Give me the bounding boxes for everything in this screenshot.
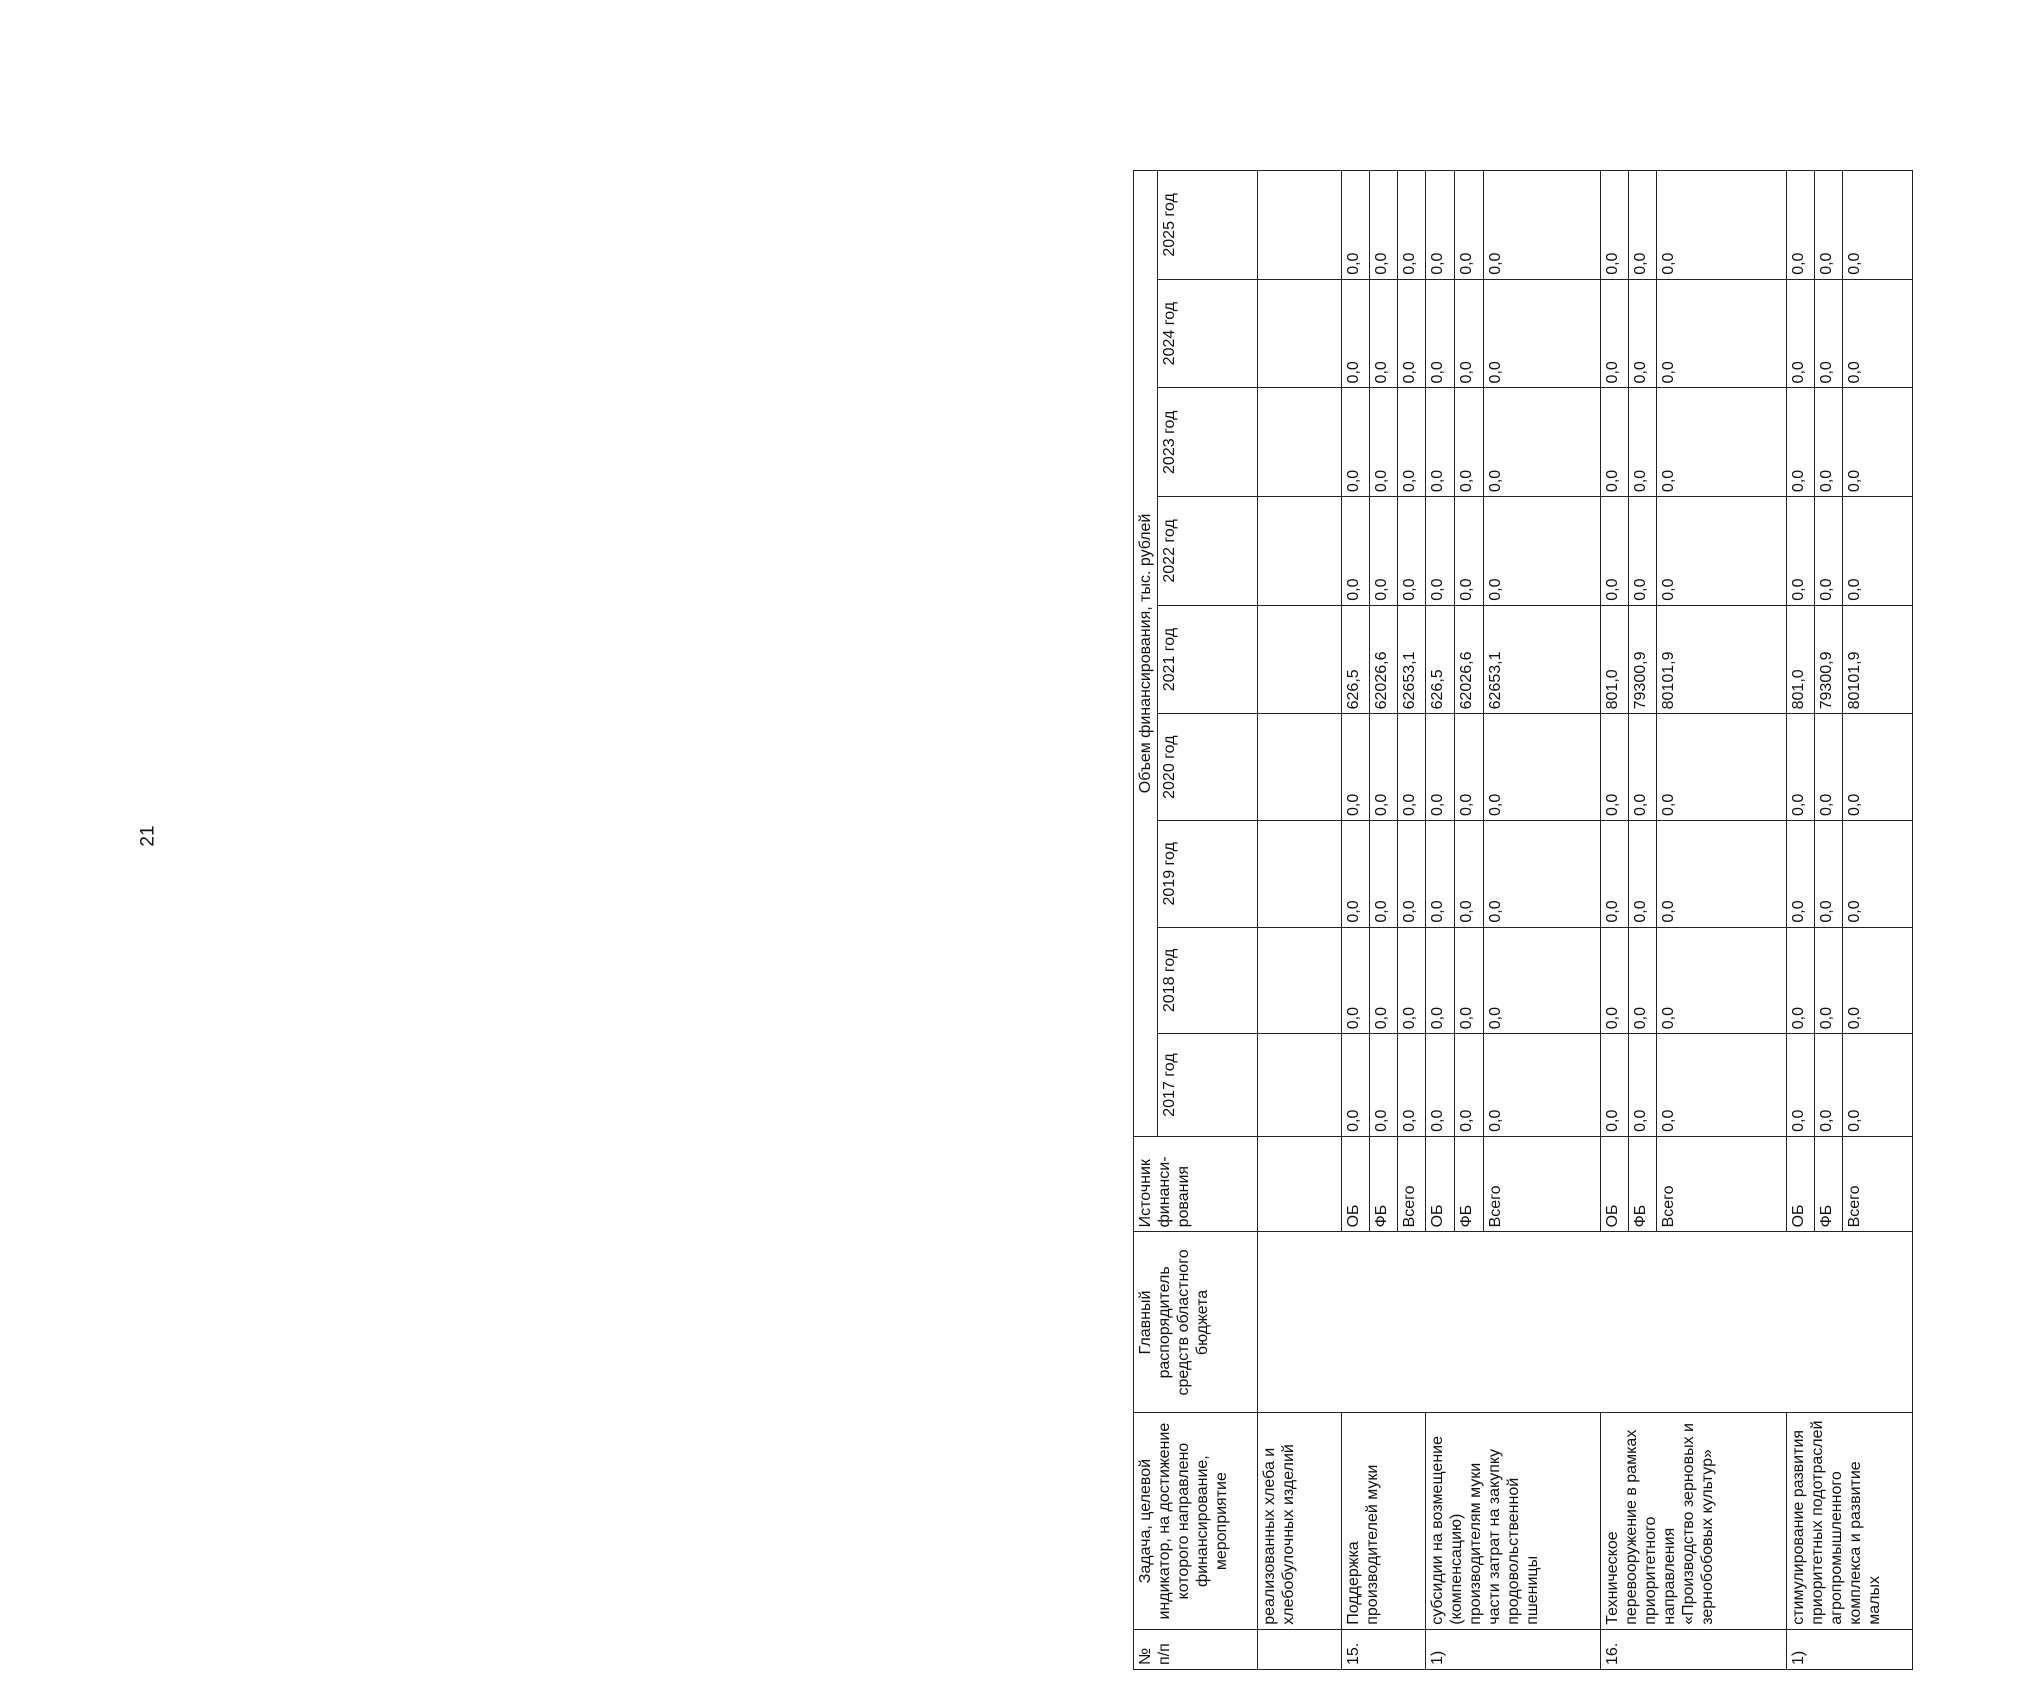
value-cell: 0,0 xyxy=(1815,497,1843,606)
value-cell: 626,5 xyxy=(1426,605,1455,714)
value-cell: 626,5 xyxy=(1342,605,1370,714)
table-row xyxy=(1342,171,1370,1670)
value-cell: 0,0 xyxy=(1483,388,1600,497)
cell-manager xyxy=(1258,1232,1913,1413)
row-task: субсидии на возмещение (компенсацию) производителям муки части затрат на закупку продовольственной пшеницы xyxy=(1426,1413,1601,1629)
header-year: 2025 год xyxy=(1158,171,1258,280)
value-cell: 0,0 xyxy=(1787,171,1815,280)
row-task: стимулирование развития приоритетных подотраслей агропромышленного комплекса и развитие малых xyxy=(1787,1413,1913,1629)
source-cell: Всего xyxy=(1483,1136,1600,1232)
value-cell: 0,0 xyxy=(1843,388,1913,497)
value-cell: 0,0 xyxy=(1426,497,1455,606)
value-cell: 801,0 xyxy=(1787,605,1815,714)
header-row-1 xyxy=(1134,171,1158,1670)
value-cell: 0,0 xyxy=(1398,388,1426,497)
header-source: Источник финанси-рования xyxy=(1134,1136,1258,1232)
value-cell: 0,0 xyxy=(1657,1034,1787,1137)
source-cell: Всего xyxy=(1398,1136,1426,1232)
value-cell: 0,0 xyxy=(1342,1034,1370,1137)
value-cell: 0,0 xyxy=(1398,927,1426,1034)
value-cell: 0,0 xyxy=(1426,820,1455,927)
value-cell: 0,0 xyxy=(1601,927,1629,1034)
value-cell: 801,0 xyxy=(1601,605,1629,714)
value-cell: 0,0 xyxy=(1787,714,1815,821)
value-cell: 0,0 xyxy=(1815,1034,1843,1137)
value-cell: 0,0 xyxy=(1657,714,1787,821)
value-cell: 0,0 xyxy=(1657,279,1787,388)
value-cell: 0,0 xyxy=(1454,714,1483,821)
value-cell: 0,0 xyxy=(1843,279,1913,388)
value-cell: 0,0 xyxy=(1426,714,1455,821)
value-cell: 0,0 xyxy=(1454,1034,1483,1137)
value-cell: 0,0 xyxy=(1483,927,1600,1034)
value-cell: 0,0 xyxy=(1601,388,1629,497)
value-cell: 80101,9 xyxy=(1657,605,1787,714)
value-cell: 0,0 xyxy=(1657,388,1787,497)
value-cell: 0,0 xyxy=(1342,388,1370,497)
value-cell: 0,0 xyxy=(1483,497,1600,606)
source-cell: ФБ xyxy=(1629,1136,1657,1232)
value-cell: 0,0 xyxy=(1483,171,1600,280)
value-cell: 0,0 xyxy=(1426,388,1455,497)
value-cell: 0,0 xyxy=(1398,1034,1426,1137)
value-cell: 0,0 xyxy=(1815,388,1843,497)
value-cell: 0,0 xyxy=(1454,820,1483,927)
value-cell: 0,0 xyxy=(1454,279,1483,388)
value-cell: 0,0 xyxy=(1483,279,1600,388)
value-cell: 0,0 xyxy=(1815,820,1843,927)
value-cell: 0,0 xyxy=(1601,497,1629,606)
cell-empty xyxy=(1258,497,1342,606)
source-cell: ФБ xyxy=(1815,1136,1843,1232)
value-cell: 0,0 xyxy=(1601,1034,1629,1137)
value-cell: 79300,9 xyxy=(1815,605,1843,714)
value-cell: 0,0 xyxy=(1787,927,1815,1034)
source-cell: ОБ xyxy=(1426,1136,1455,1232)
value-cell: 0,0 xyxy=(1398,497,1426,606)
value-cell: 0,0 xyxy=(1787,279,1815,388)
value-cell: 0,0 xyxy=(1629,171,1657,280)
value-cell: 0,0 xyxy=(1454,388,1483,497)
cell-empty xyxy=(1258,279,1342,388)
value-cell: 0,0 xyxy=(1370,497,1398,606)
value-cell: 0,0 xyxy=(1342,820,1370,927)
value-cell: 0,0 xyxy=(1657,820,1787,927)
value-cell: 0,0 xyxy=(1629,820,1657,927)
row-number: 1) xyxy=(1426,1629,1601,1669)
value-cell: 0,0 xyxy=(1426,279,1455,388)
value-cell: 0,0 xyxy=(1843,927,1913,1034)
source-cell: ОБ xyxy=(1342,1136,1370,1232)
value-cell: 0,0 xyxy=(1454,927,1483,1034)
value-cell: 0,0 xyxy=(1370,1034,1398,1137)
source-cell: ФБ xyxy=(1370,1136,1398,1232)
value-cell: 0,0 xyxy=(1843,497,1913,606)
value-cell: 0,0 xyxy=(1342,497,1370,606)
value-cell: 0,0 xyxy=(1657,927,1787,1034)
cell-empty xyxy=(1258,171,1342,280)
value-cell: 0,0 xyxy=(1815,714,1843,821)
value-cell: 0,0 xyxy=(1629,388,1657,497)
cell-no xyxy=(1258,1629,1342,1669)
header-volume: Объем финансирования, тыс. рублей xyxy=(1134,171,1158,1137)
value-cell: 0,0 xyxy=(1601,279,1629,388)
value-cell: 62653,1 xyxy=(1398,605,1426,714)
header-year: 2021 год xyxy=(1158,605,1258,714)
value-cell: 0,0 xyxy=(1426,1034,1455,1137)
value-cell: 0,0 xyxy=(1787,1034,1815,1137)
value-cell: 0,0 xyxy=(1787,820,1815,927)
value-cell: 62653,1 xyxy=(1483,605,1600,714)
cell-empty xyxy=(1258,714,1342,821)
cell-empty xyxy=(1258,820,1342,927)
value-cell: 0,0 xyxy=(1398,714,1426,821)
value-cell: 0,0 xyxy=(1843,1034,1913,1137)
cell-empty xyxy=(1258,927,1342,1034)
source-cell: Всего xyxy=(1657,1136,1787,1232)
value-cell: 0,0 xyxy=(1454,497,1483,606)
page-number: 21 xyxy=(137,825,159,847)
row-number: 16. xyxy=(1601,1629,1787,1669)
value-cell: 0,0 xyxy=(1601,171,1629,280)
value-cell: 0,0 xyxy=(1629,714,1657,821)
value-cell: 0,0 xyxy=(1370,927,1398,1034)
value-cell: 0,0 xyxy=(1342,714,1370,821)
value-cell: 0,0 xyxy=(1370,820,1398,927)
value-cell: 79300,9 xyxy=(1629,605,1657,714)
value-cell: 0,0 xyxy=(1483,820,1600,927)
value-cell: 0,0 xyxy=(1843,820,1913,927)
rotated-table-container xyxy=(1133,170,2043,1670)
value-cell: 0,0 xyxy=(1629,497,1657,606)
cell-empty xyxy=(1258,1034,1342,1137)
value-cell: 0,0 xyxy=(1787,388,1815,497)
value-cell: 0,0 xyxy=(1601,820,1629,927)
header-no: № п/п xyxy=(1134,1629,1258,1669)
cell-empty xyxy=(1258,605,1342,714)
value-cell: 0,0 xyxy=(1787,497,1815,606)
continuation-text: реализованных хлеба и хлебобулочных изделий xyxy=(1258,1413,1342,1629)
header-manager: Главный распорядитель средств областного бюджета xyxy=(1134,1232,1258,1413)
header-year: 2024 год xyxy=(1158,279,1258,388)
cell-source xyxy=(1258,1136,1342,1232)
value-cell: 0,0 xyxy=(1454,171,1483,280)
source-cell: Всего xyxy=(1843,1136,1913,1232)
value-cell: 0,0 xyxy=(1815,279,1843,388)
value-cell: 0,0 xyxy=(1657,497,1787,606)
value-cell: 0,0 xyxy=(1629,927,1657,1034)
value-cell: 0,0 xyxy=(1342,279,1370,388)
value-cell: 0,0 xyxy=(1426,171,1455,280)
value-cell: 0,0 xyxy=(1601,714,1629,821)
header-year: 2017 год xyxy=(1158,1034,1258,1137)
value-cell: 62026,6 xyxy=(1454,605,1483,714)
table-row xyxy=(1426,171,1455,1670)
continuation-row xyxy=(1258,171,1342,1670)
source-cell: ОБ xyxy=(1601,1136,1629,1232)
value-cell: 0,0 xyxy=(1843,714,1913,821)
header-year: 2020 год xyxy=(1158,714,1258,821)
row-number: 15. xyxy=(1342,1629,1426,1669)
value-cell: 0,0 xyxy=(1815,927,1843,1034)
table-row xyxy=(1787,171,1815,1670)
header-year: 2023 год xyxy=(1158,388,1258,497)
financing-table xyxy=(1133,170,1913,1670)
value-cell: 0,0 xyxy=(1843,171,1913,280)
value-cell: 0,0 xyxy=(1629,1034,1657,1137)
header-task: Задача, целевой индикатор, на достижение которого направлено финансирование, мероприятие xyxy=(1134,1413,1258,1629)
table-row xyxy=(1601,171,1629,1670)
source-cell: ФБ xyxy=(1454,1136,1483,1232)
value-cell: 0,0 xyxy=(1629,279,1657,388)
value-cell: 0,0 xyxy=(1342,927,1370,1034)
value-cell: 0,0 xyxy=(1657,171,1787,280)
cell-empty xyxy=(1258,388,1342,497)
value-cell: 0,0 xyxy=(1398,279,1426,388)
value-cell: 0,0 xyxy=(1426,927,1455,1034)
value-cell: 80101,9 xyxy=(1843,605,1913,714)
value-cell: 0,0 xyxy=(1483,714,1600,821)
row-number: 1) xyxy=(1787,1629,1913,1669)
value-cell: 62026,6 xyxy=(1370,605,1398,714)
value-cell: 0,0 xyxy=(1483,1034,1600,1137)
value-cell: 0,0 xyxy=(1398,171,1426,280)
source-cell: ОБ xyxy=(1787,1136,1815,1232)
header-year: 2022 год xyxy=(1158,497,1258,606)
value-cell: 0,0 xyxy=(1342,171,1370,280)
header-year: 2018 год xyxy=(1158,927,1258,1034)
value-cell: 0,0 xyxy=(1370,171,1398,280)
value-cell: 0,0 xyxy=(1370,279,1398,388)
value-cell: 0,0 xyxy=(1370,388,1398,497)
value-cell: 0,0 xyxy=(1370,714,1398,821)
value-cell: 0,0 xyxy=(1398,820,1426,927)
header-year: 2019 год xyxy=(1158,820,1258,927)
row-task: Техническое перевооружение в рамках приоритетного направления «Производство зерновых и зернобобовых культур» xyxy=(1601,1413,1787,1629)
row-task: Поддержка производителей муки xyxy=(1342,1413,1426,1629)
value-cell: 0,0 xyxy=(1815,171,1843,280)
